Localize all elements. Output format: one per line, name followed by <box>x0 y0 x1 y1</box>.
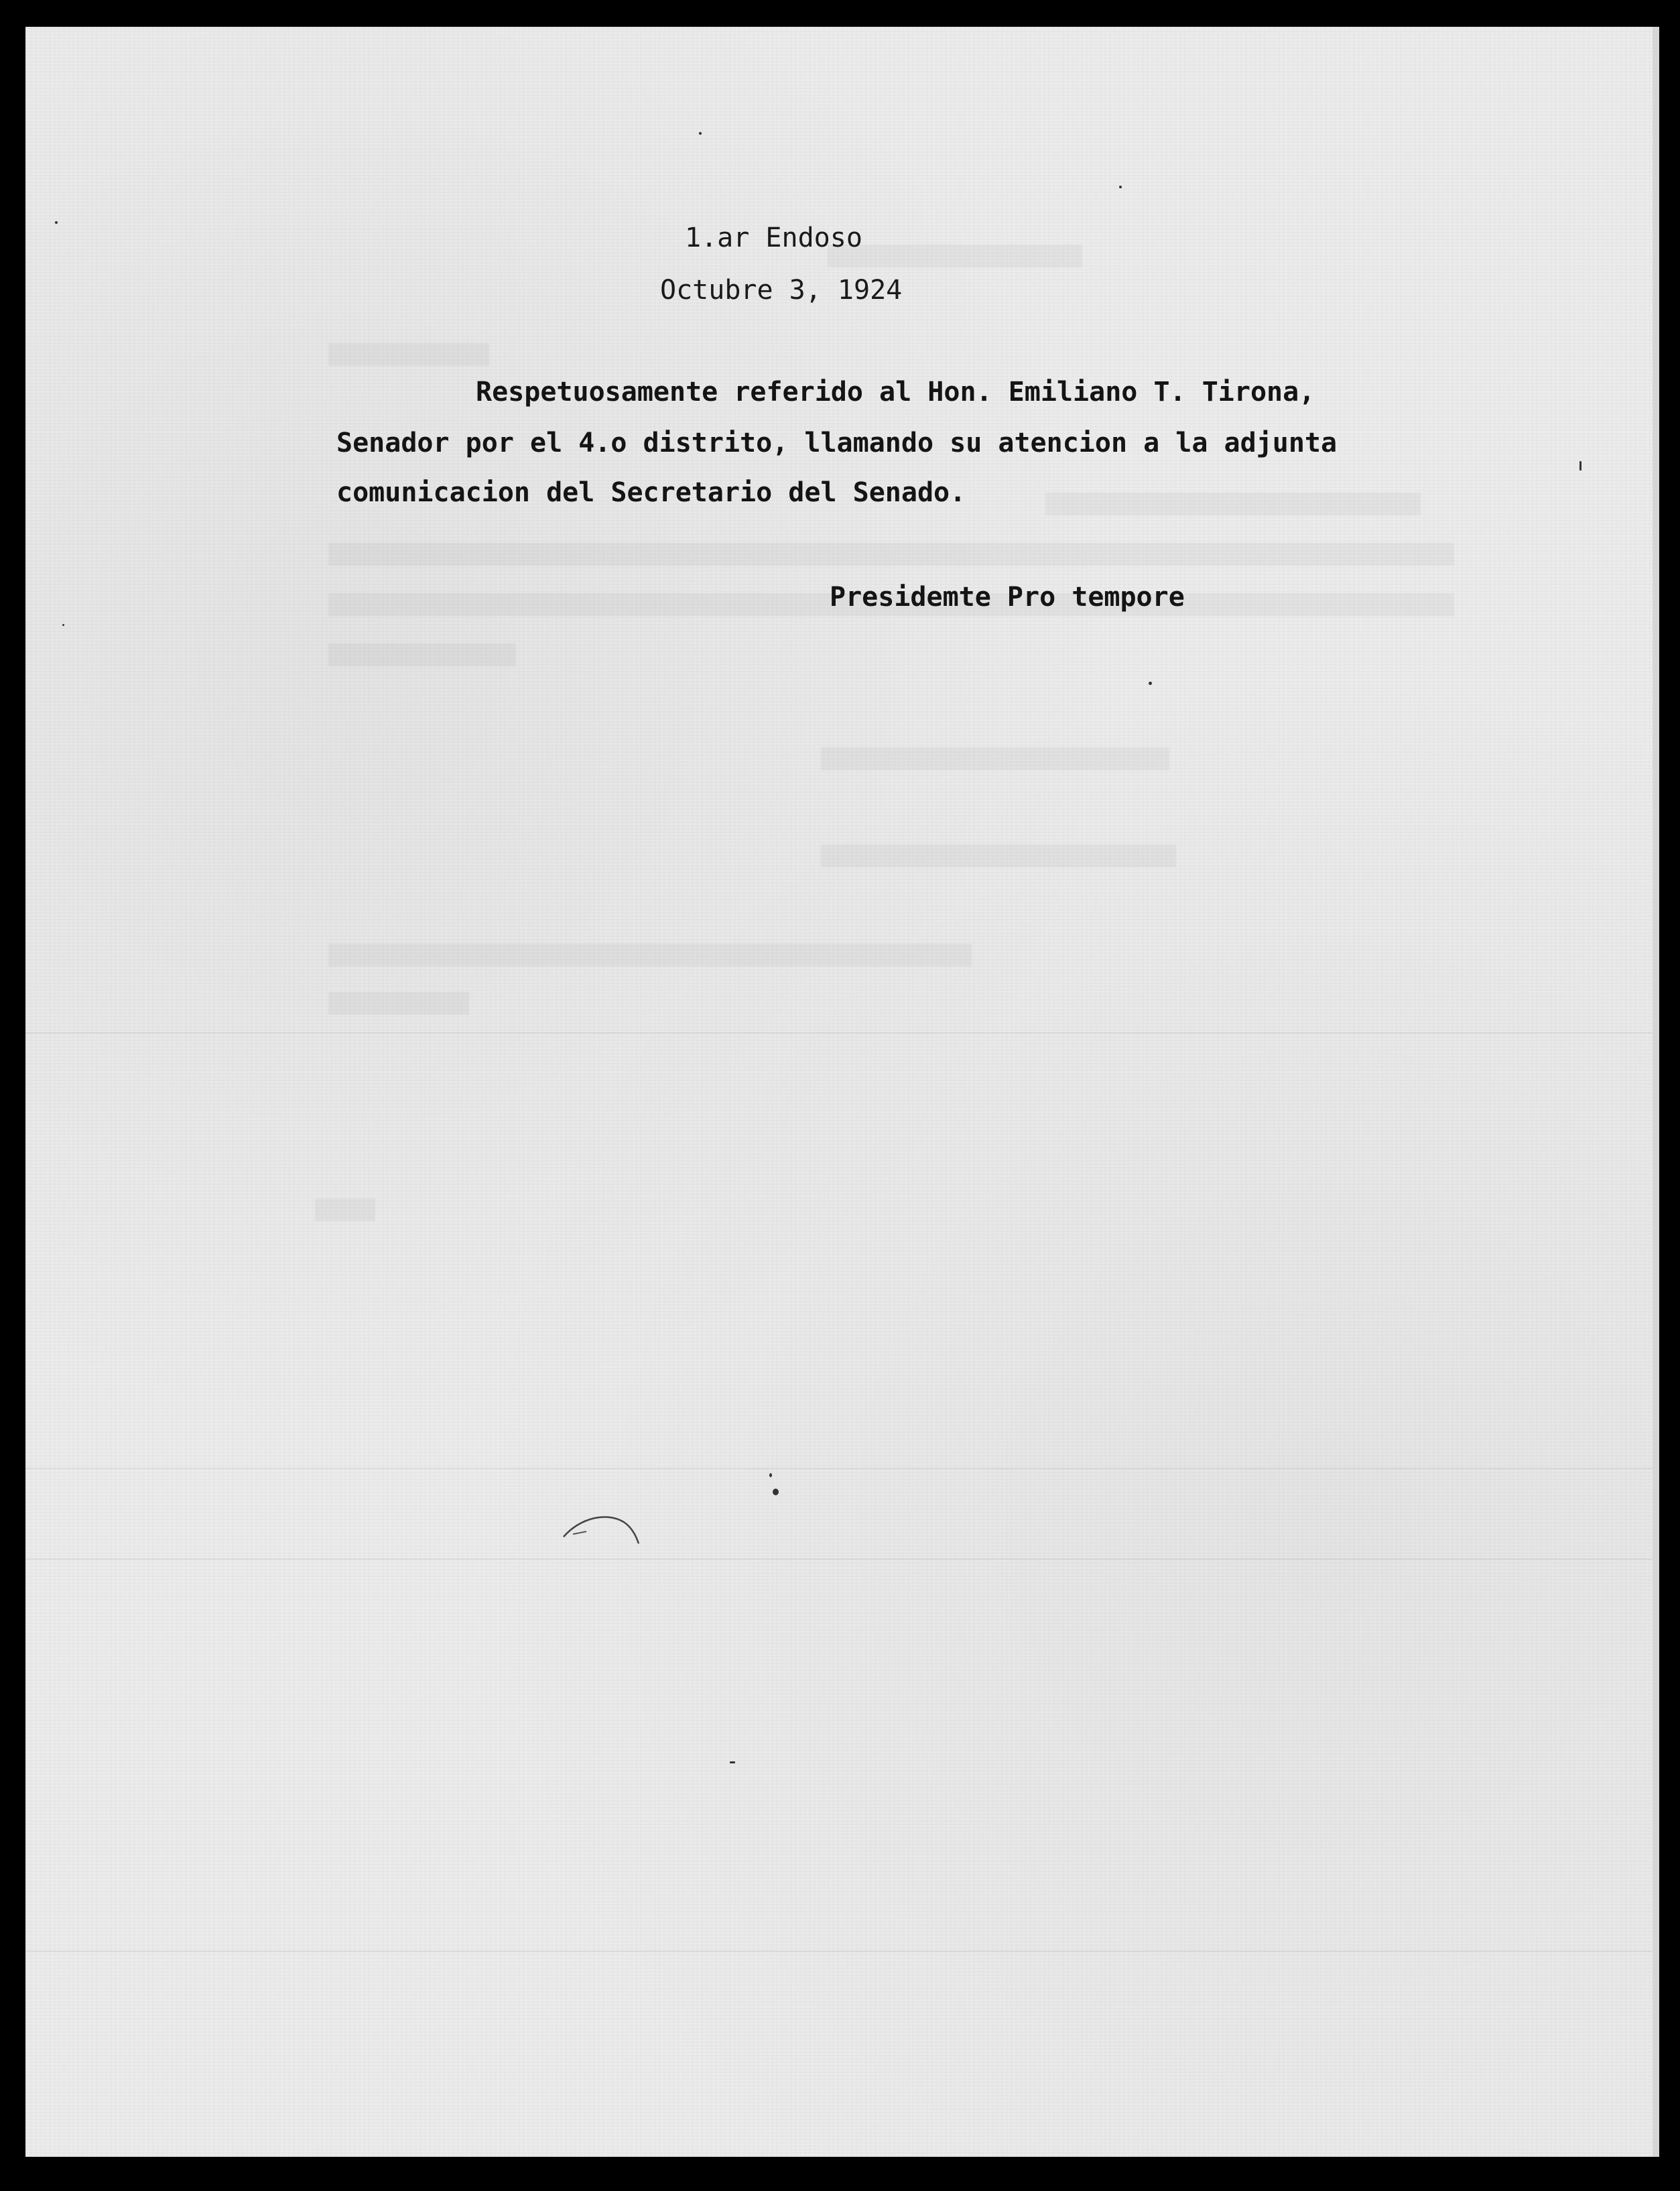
bleed-through-mark <box>1045 493 1421 515</box>
paper-speck <box>769 1473 772 1477</box>
bleed-through-mark <box>328 643 516 666</box>
document-date: Octubre 3, 1924 <box>660 275 903 306</box>
paper-speck <box>55 221 58 224</box>
endorsement-heading: 1.ar Endoso <box>685 223 862 253</box>
bleed-through-mark <box>328 543 1454 566</box>
paper-speck <box>730 1761 735 1763</box>
body-line: comunicacion del Secretario del Senado. <box>336 477 966 508</box>
signature-line: Presidemte Pro tempore <box>830 582 1185 613</box>
bleed-through-mark <box>821 844 1176 867</box>
paper-speck <box>1119 186 1122 188</box>
bleed-through-mark <box>328 944 972 966</box>
scan-line <box>25 1032 1653 1034</box>
scan-line <box>25 1468 1653 1469</box>
paper-speck <box>1149 682 1152 685</box>
pen-stroke-mark <box>560 1505 653 1558</box>
bleed-through-mark <box>821 747 1169 770</box>
body-line: Senador por el 4.o distrito, llamando su atencion a la adjunta <box>336 428 1338 458</box>
scan-line <box>25 1950 1653 1952</box>
paper-speck <box>699 132 702 135</box>
paper-speck <box>1579 461 1581 471</box>
bleed-through-mark <box>828 245 1082 267</box>
body-line: Respetuosamente referido al Hon. Emiliano T. Tirona, <box>476 377 1315 408</box>
paper-sheet <box>25 27 1659 2157</box>
paper-speck <box>62 624 64 626</box>
scan-line <box>25 1558 1653 1560</box>
paper-speck <box>773 1489 779 1495</box>
bleed-through-mark <box>328 992 469 1015</box>
bleed-through-mark <box>328 343 489 366</box>
bleed-through-mark <box>315 1198 375 1221</box>
